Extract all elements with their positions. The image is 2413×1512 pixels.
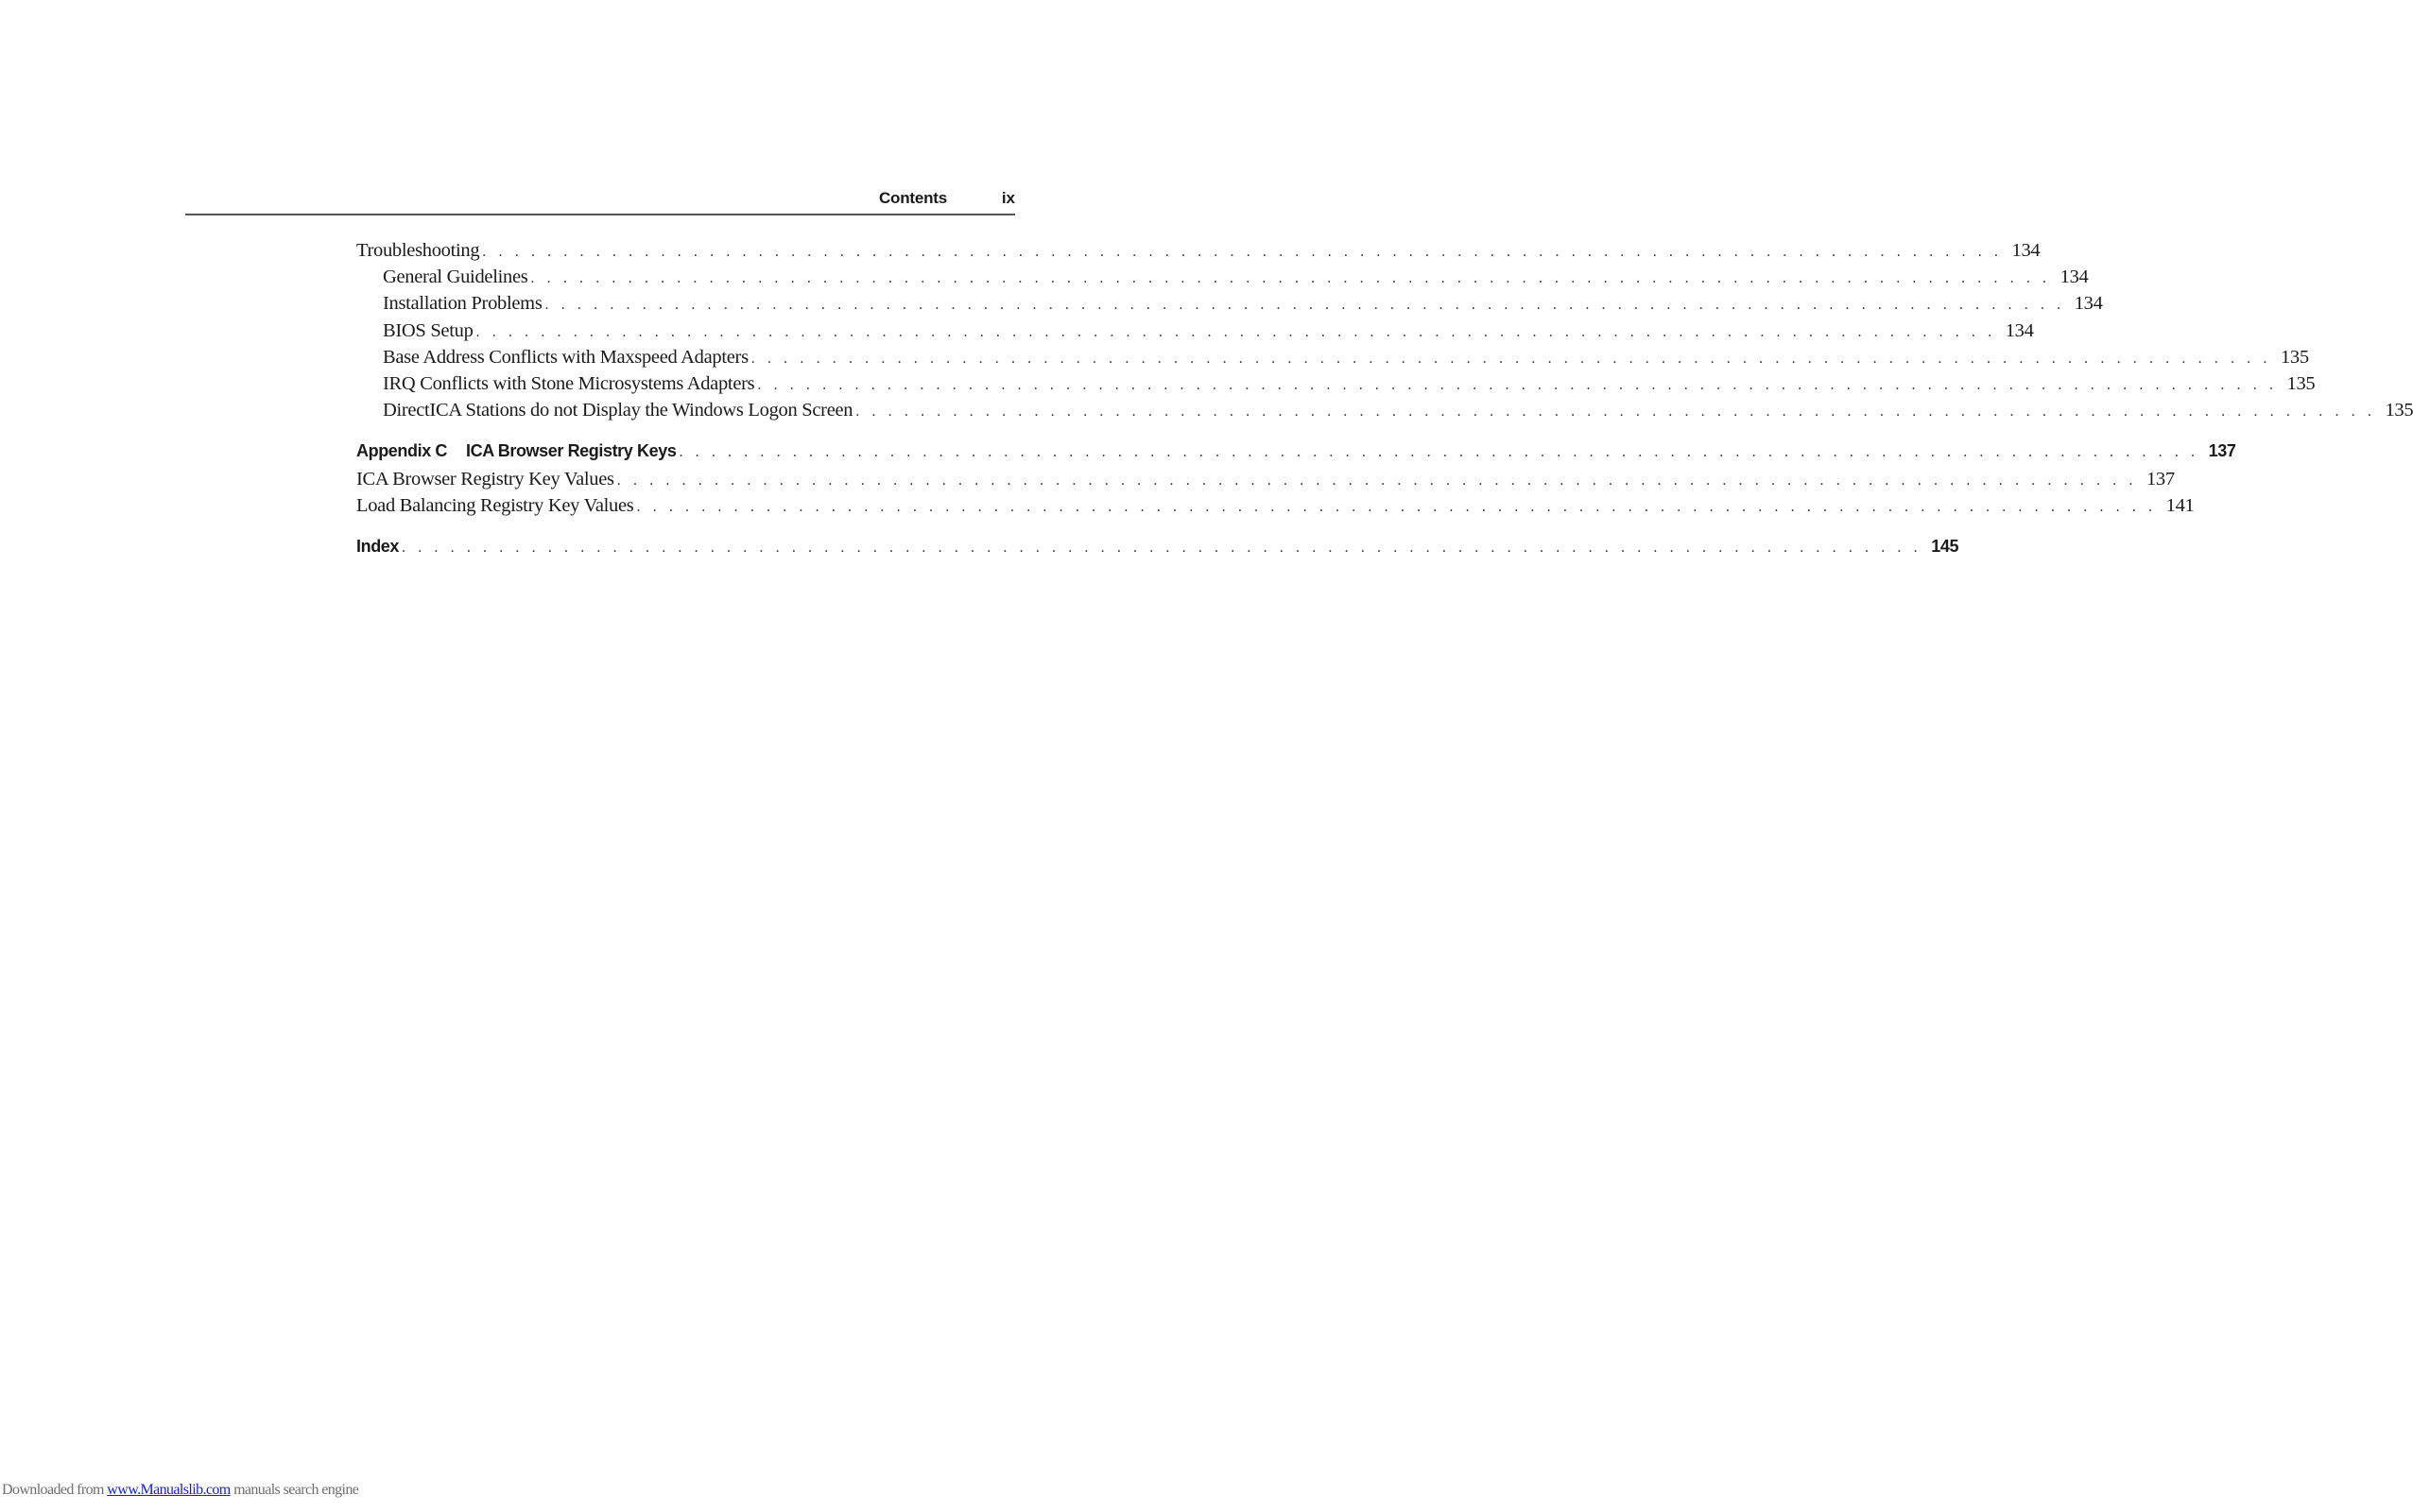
dot-leader: . . . . . . . . . . . . . . . . . . . . . . . . . . . . . . . . . . . . . . . . . . . . . . . . . . . . . . . . . . . . . . . . . . . . . . . . . . . . . . . . . . . . . . . . . . . . . . — [636, 498, 2157, 515]
dot-leader: . . . . . . . . . . . . . . . . . . . . . . . . . . . . . . . . . . . . . . . . . . . . . . . . . . . . . . . . . . . . . . . . . . . . . . . . . . . . . . . . . . . . . . . . . . . . . . — [757, 376, 2278, 393]
toc-entry-title: General Guidelines — [383, 266, 528, 288]
toc-entry-general-guidelines[interactable] — [356, 266, 2089, 293]
dot-leader: . . . . . . . . . . . . . . . . . . . . . . . . . . . . . . . . . . . . . . . . . . . . . . . . . . . . . . . . . . . . . . . . . . . . . . . . . . . . . . . . . . . . . . . . . . . . . . — [402, 539, 1922, 556]
toc-entry-page: 135 — [2280, 346, 2309, 368]
toc-entry-ica-browser-registry-key-values[interactable] — [356, 468, 2175, 495]
toc-entry-title: ICA Browser Registry Key Values — [356, 468, 614, 490]
toc-entry-page: 135 — [2385, 400, 2413, 421]
toc-entry-title: Load Balancing Registry Key Values — [356, 494, 634, 516]
toc-entry-page: 135 — [2286, 372, 2316, 394]
toc-entry-index[interactable] — [356, 536, 1959, 563]
toc-entry-page: 134 — [2011, 240, 2041, 261]
dot-leader: . . . . . . . . . . . . . . . . . . . . . . . . . . . . . . . . . . . . . . . . . . . . . . . . . . . . . . . . . . . . . . . . . . . . . . . . . . . . . . . . . . . . . . . . . . . . . . — [679, 444, 2199, 461]
manualslib-link[interactable]: www.Manualslib.com — [107, 1482, 231, 1498]
toc-entry-title: ICA Browser Registry Keys — [466, 441, 677, 461]
toc-entry-page: 145 — [1931, 536, 1959, 556]
section-gap — [356, 522, 1015, 537]
toc-entry-base-address-conflicts[interactable] — [356, 346, 2309, 373]
toc-entry-irq-conflicts[interactable] — [356, 372, 2316, 400]
toc-entry-title: DirectICA Stations do not Display the Windows Logon Screen — [383, 400, 853, 421]
header-section-title: Contents — [878, 189, 947, 207]
running-header — [185, 185, 1015, 215]
dot-leader: . . . . . . . . . . . . . . . . . . . . . . . . . . . . . . . . . . . . . . . . . . . . . . . . . . . . . . . . . . . . . . . . . . . . . . . . . . . . . . . . . . . . . . . . . . . . . . — [482, 244, 2003, 260]
toc-entry-page: 137 — [2146, 468, 2175, 490]
download-footer — [2, 1482, 358, 1499]
appendix-label: Appendix C — [356, 441, 448, 461]
toc-entry-installation-problems[interactable] — [356, 293, 2103, 319]
dot-leader: . . . . . . . . . . . . . . . . . . . . . . . . . . . . . . . . . . . . . . . . . . . . . . . . . . . . . . . . . . . . . . . . . . . . . . . . . . . . . . . . . . . . . . . . . . . . . . — [544, 297, 2065, 314]
toc-entry-page: 134 — [2060, 266, 2089, 288]
toc-entry-title: Index — [356, 536, 400, 556]
toc-entry-title: BIOS Setup — [383, 319, 474, 341]
toc-entry-title: IRQ Conflicts with Stone Microsystems Adapters — [383, 372, 755, 394]
toc-entry-page: 134 — [2005, 319, 2034, 341]
header-page-number: ix — [1001, 189, 1015, 207]
dot-leader: . . . . . . . . . . . . . . . . . . . . . . . . . . . . . . . . . . . . . . . . . . . . . . . . . . . . . . . . . . . . . . . . . . . . . . . . . . . . . . . . . . . . . . . . . . . . . . — [475, 323, 1996, 340]
toc-entry-title: Installation Problems — [383, 293, 543, 315]
toc-entry-title: Troubleshooting — [356, 240, 480, 261]
dot-leader: . . . . . . . . . . . . . . . . . . . . . . . . . . . . . . . . . . . . . . . . . . . . . . . . . . . . . . . . . . . . . . . . . . . . . . . . . . . . . . . . . . . . . . . . . . . . . . — [616, 472, 2137, 489]
footer-prefix: Downloaded from — [2, 1482, 104, 1498]
dot-leader: . . . . . . . . . . . . . . . . . . . . . . . . . . . . . . . . . . . . . . . . . . . . . . . . . . . . . . . . . . . . . . . . . . . . . . . . . . . . . . . . . . . . . . . . . . . . . . — [530, 270, 2051, 287]
toc-entry-appendix-c[interactable] — [356, 441, 2236, 468]
section-gap — [356, 426, 1015, 441]
table-of-contents — [356, 240, 2413, 563]
dot-leader: . . . . . . . . . . . . . . . . . . . . . . . . . . . . . . . . . . . . . . . . . . . . . . . . . . . . . . . . . . . . . . . . . . . . . . . . . . . . . . . . . . . . . . . . . . . . . . — [750, 350, 2271, 367]
toc-entry-page: 141 — [2165, 494, 2195, 516]
toc-entry-directica-stations[interactable] — [356, 400, 2413, 426]
toc-entry-bios-setup[interactable] — [356, 319, 2034, 347]
dot-leader: . . . . . . . . . . . . . . . . . . . . . . . . . . . . . . . . . . . . . . . . . . . . . . . . . . . . . . . . . . . . . . . . . . . . . . . . . . . . . . . . . . . . . . . . . . . . . . — [855, 404, 2376, 421]
toc-entry-load-balancing-registry-key-values[interactable] — [356, 494, 2195, 522]
toc-entry-page: 137 — [2208, 441, 2236, 461]
toc-entry-title: Base Address Conflicts with Maxspeed Adapters — [383, 346, 749, 368]
toc-entry-page: 134 — [2074, 293, 2103, 315]
toc-entry-troubleshooting[interactable] — [356, 240, 2041, 266]
footer-suffix: manuals search engine — [233, 1482, 359, 1498]
